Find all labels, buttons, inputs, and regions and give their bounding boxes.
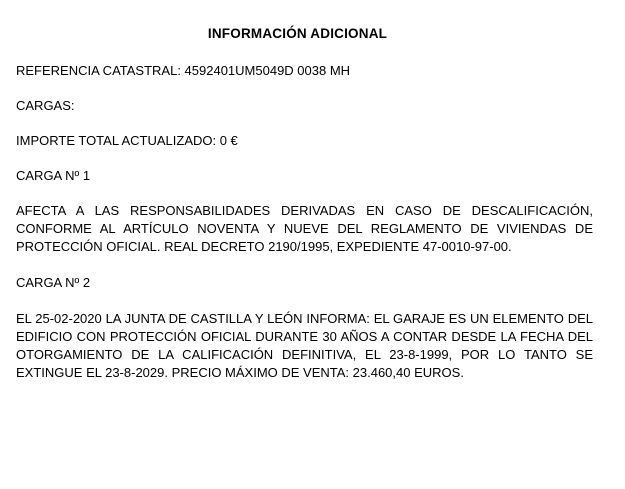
carga-2-heading: CARGA Nº 2 (16, 275, 91, 291)
carga-1-body: AFECTA A LAS RESPONSABILIDADES DERIVADAS EN CASO DE DESCALIFICACIÓN, CONFORME AL ARTÍCULO NOVENTA Y NUEVE DEL REGLAMENTO DE VIVIENDAS DE PROTECCIÓN OFICIAL. REAL DECRETO 2190/1995, EXPEDIENTE 47-0010-97-00. (16, 203, 593, 255)
referencia-catastral-line: REFERENCIA CATASTRAL: 4592401UM5049D 0038 MH (16, 63, 351, 78)
carga-1-heading: CARGA Nº 1 (16, 167, 91, 183)
carga-2-body: EL 25-02-2020 LA JUNTA DE CASTILLA Y LEÓN INFORMA: EL GARAJE ES UN ELEMENTO DEL EDIFICIO CON PROTECCIÓN OFICIAL DURANTE 30 AÑOS A CONTAR DESDE LA FECHA DEL OTORGAMIENTO DE LA CALIFICACIÓN DEFINITIVA, EL 23-8-1999, POR LO TANTO SE EXTINGUE EL 23-8-2029. PRECIO MÁXIMO DE VENTA: 23.460,40 EUROS. (16, 311, 593, 380)
page-title: INFORMACIÓN ADICIONAL (207, 26, 388, 41)
importe-total-actualizado-line: IMPORTE TOTAL ACTUALIZADO: 0 € (16, 132, 238, 148)
cargas-label: CARGAS: (16, 97, 75, 113)
